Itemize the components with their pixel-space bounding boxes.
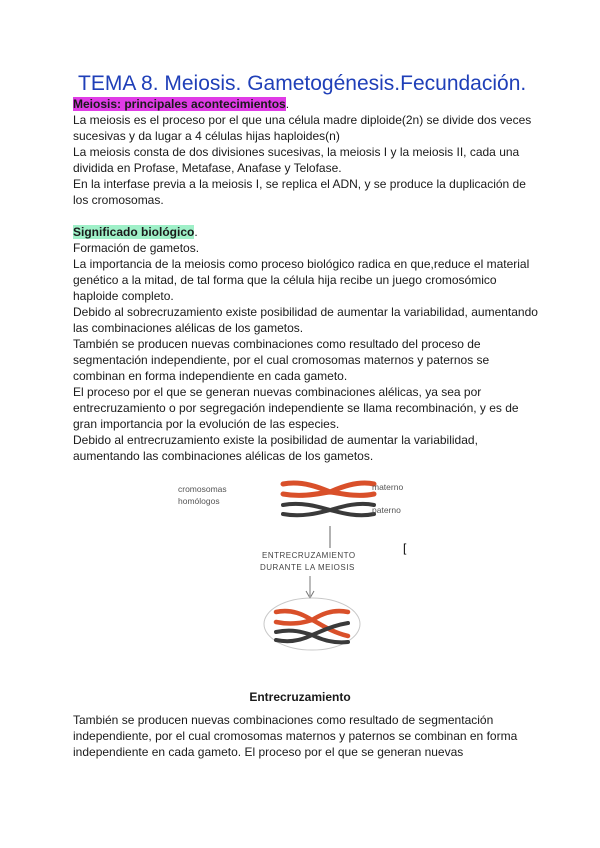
paragraph: La importancia de la meiosis como proceso biológico radica en que,reduce el material genético a la mitad, de tal forma que la célula hija recibe un juego cromosómico haploide completo. (73, 257, 530, 303)
bracket-glyph: [ (403, 541, 407, 555)
paragraph: Debido al entrecruzamiento existe la posibilidad de aumentar la variabilidad, aumentando las combinaciones alélicas de los gametos. (73, 433, 478, 463)
page-title: TEMA 8. Meiosis. Gametogénesis.Fecundación. (78, 72, 527, 95)
crossing-over-figure (150, 472, 450, 657)
paternal-chromosome (283, 504, 374, 515)
paragraph: También se producen nuevas combinaciones como resultado del proceso de segmentación independiente, por el cual cromosomas maternos y paternos se combinan en forma independiente en cada gameto. (73, 337, 490, 383)
section-heading-meiosis: Meiosis: principales acontecimientos. (73, 97, 290, 111)
paragraph: El proceso por el que se generan nuevas combinaciones alélicas, ya sea por entrecruzamiento o por segregación independiente se llama recombinación, y es de gran importancia por la evolución de las especies. (73, 385, 519, 431)
paragraph: La meiosis es el proceso por el que una célula madre diploide(2n) se divide dos veces sucesivas y da lugar a 4 células hijas haploides(n) (73, 113, 532, 143)
paragraph: La meiosis consta de dos divisiones sucesivas, la meiosis I y la meiosis II, cada una dividida en Profase, Metafase, Anafase y Telofase. (73, 145, 520, 175)
paragraph: Formación de gametos. (73, 241, 200, 255)
paragraph: También se producen nuevas combinaciones como resultado de segmentación independiente, por el cual cromosomas maternos y paternos se combinan en forma independiente en cada gameto. El proceso por el que se generan nuevas (73, 713, 518, 759)
highlighted-heading: Meiosis: principales acontecimientos (73, 97, 286, 111)
label-durante-meiosis: DURANTE LA MEIOSIS (260, 563, 355, 572)
section-continuation (73, 712, 543, 760)
label-cromosomas: cromosomas (178, 484, 227, 494)
label-paterno: paterno (372, 505, 401, 515)
highlighted-heading: Significado biológico (73, 225, 195, 239)
recombined-chromosomes (276, 611, 348, 642)
section-meiosis (73, 96, 543, 208)
paragraph: En la interfase previa a la meiosis I, se replica el ADN, y se produce la duplicación de los cromosomas. (73, 177, 526, 207)
figure-caption: Entrecruzamiento (249, 690, 351, 704)
paragraph: Debido al sobrecruzamiento existe posibilidad de aumentar la variabilidad, aumentando las combinaciones alélicas de los gametos. (73, 305, 538, 335)
label-homologos: homólogos (178, 496, 220, 506)
section-heading-significado: Significado biológico. (73, 225, 198, 239)
section-significado (73, 224, 543, 464)
label-entrecruzamiento: ENTRECRUZAMIENTO (262, 551, 356, 560)
label-materno: materno (372, 482, 404, 492)
maternal-chromosome (283, 483, 374, 495)
